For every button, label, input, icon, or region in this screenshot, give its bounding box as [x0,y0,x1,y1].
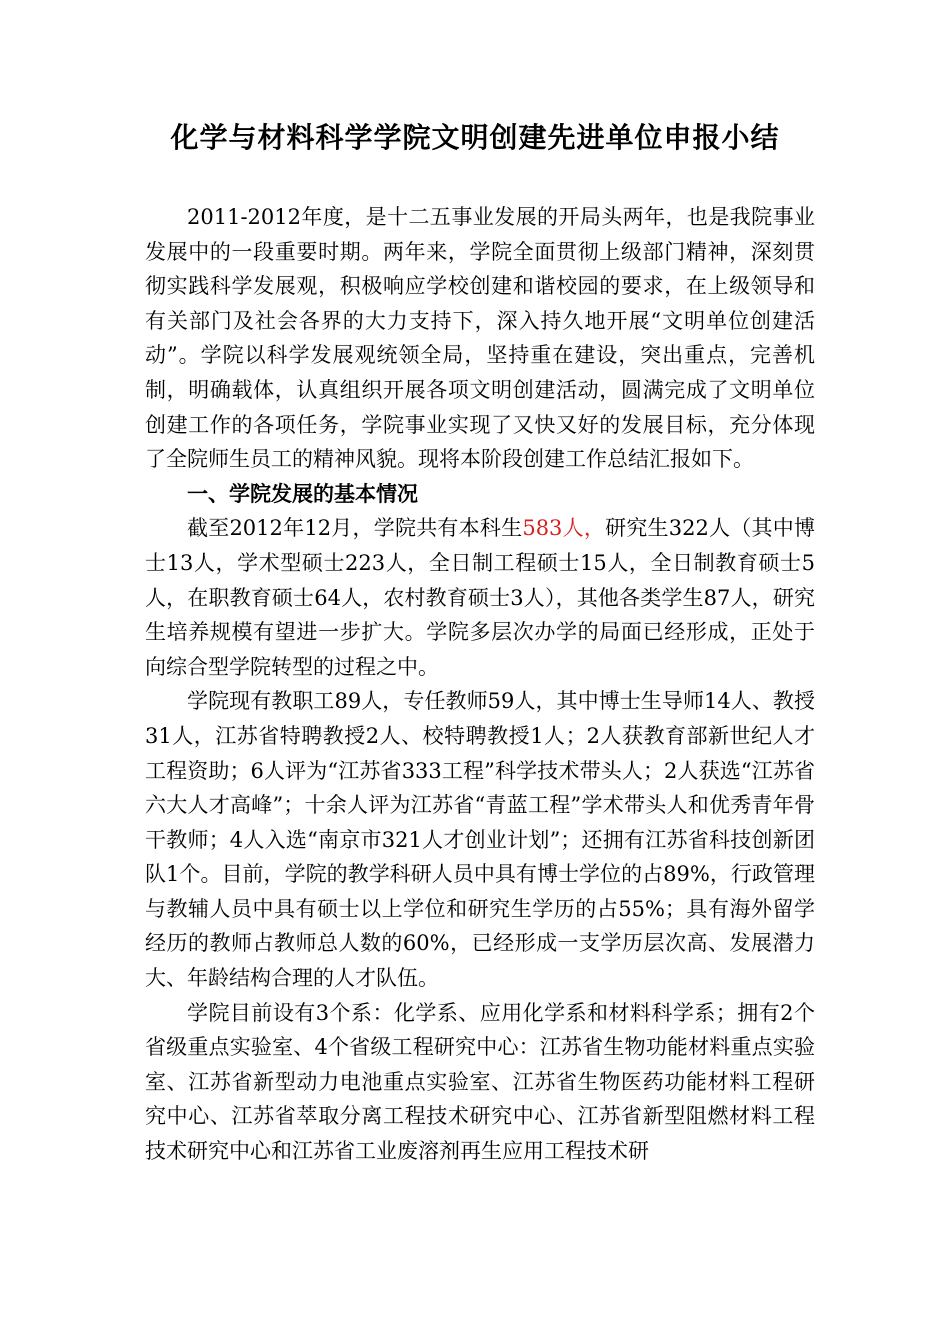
document-title: 化学与材料科学学院文明创建先进单位申报小结 [170,121,780,154]
students-paragraph [145,511,815,684]
students-text-before: 截至2012年12月，学院共有本科生 [187,516,523,541]
students-text-after: 研究生322人（其中博士13人，学术型硕士223人，全日制工程硕士15人，全日制教育硕士5人，在职教育硕士64人，农村教育硕士3人），其他各类学生87人，研究生培养规模有望进一步扩大。学院多层次办学的局面已经形成，正处于向综合型学院转型的过程之中。 [145,516,815,679]
staff-paragraph: 学院现有教职工89人，专任教师59人，其中博士生导师14人、教授31人，江苏省特聘教授2人、校特聘教授1人；2人获教育部新世纪人才工程资助；6人评为“江苏省333工程”科学技术带头人；2人获选“江苏省六大人才高峰”；十余人评为江苏省“青蓝工程”学术带头人和优秀青年骨干教师；4人入选“南京市321人才创业计划”；还拥有江苏省科技创新团队1个。目前，学院的教学科研人员中具有博士学位的占89%，行政管理与教辅人员中具有硕士以上学位和研究生学历的占55%；具有海外留学经历的教师占教师总人数的60%，已经形成一支学历层次高、发展潜力大、年龄结构合理的人才队伍。 [145,689,815,991]
document-body [145,200,815,1169]
undergraduate-count-highlight: 583人， [522,516,606,541]
section-heading-basic-situation: 一、学院发展的基本情况 [187,480,418,506]
intro-paragraph: 2011-2012年度，是十二五事业发展的开局头两年，也是我院事业发展中的一段重要时期。两年来，学院全面贯彻上级部门精神，深刻贯彻实践科学发展观，积极响应学校创建和谐校园的要求，在上级领导和有关部门及社会各界的大力支持下，深入持久地开展“文明单位创建活动”。学院以科学发展观统领全局，坚持重在建设，突出重点，完善机制，明确载体，认真组织开展各项文明创建活动，圆满完成了文明单位创建工作的各项任务，学院事业实现了又快又好的发展目标，充分体现了全院师生员工的精神风貌。现将本阶段创建工作总结汇报如下。 [145,205,815,472]
departments-paragraph: 学院目前设有3个系：化学系、应用化学系和材料科学系；拥有2个省级重点实验室、4个省级工程研究中心：江苏省生物功能材料重点实验室、江苏省新型动力电池重点实验室、江苏省生物医药功能材料工程研究中心、江苏省萃取分离工程技术研究中心、江苏省新型阻燃材料工程技术研究中心和江苏省工业废溶剂再生应用工程技术研 [145,1000,815,1164]
